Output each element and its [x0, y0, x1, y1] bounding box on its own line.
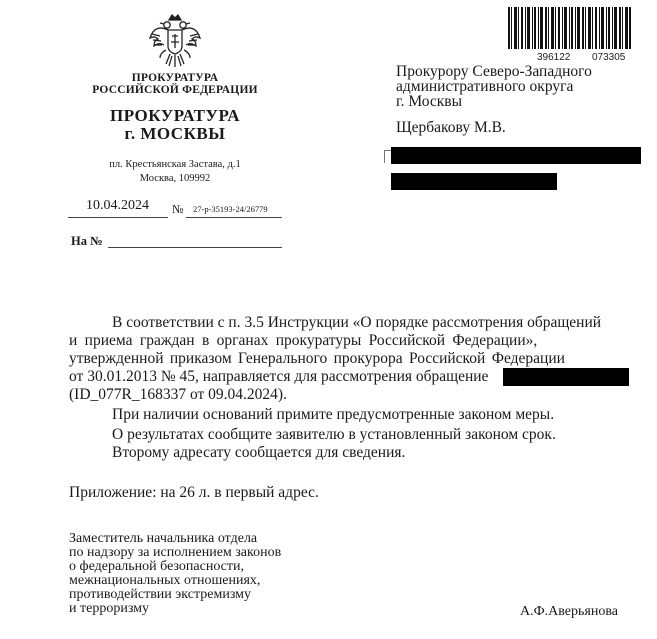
signatory-title-line3: о федеральной безопасности, — [69, 559, 244, 574]
sender-org-line1: ПРОКУРАТУРА — [131, 72, 219, 84]
signatory-title-line6: и терроризму — [69, 601, 150, 616]
barcode — [508, 7, 632, 49]
signatory-title-line1: Заместитель начальника отдела — [69, 531, 258, 546]
reply-to-underline — [108, 247, 282, 248]
body-paragraph1-line2: и приема граждан в органах прокуратуры Российской Федерации», — [69, 332, 538, 349]
addressee-line1: Прокурору Северо-Западного — [396, 63, 592, 80]
redacted-address-line1 — [391, 147, 641, 164]
coat-of-arms-icon — [146, 12, 204, 70]
barcode-number-right: 073305 — [592, 52, 626, 63]
attachment-note: Приложение: на 26 л. в первый адрес. — [69, 484, 319, 501]
addressee-line3: г. Москвы — [396, 93, 463, 110]
body-paragraph3: О результатах сообщите заявителю в установленный законом срок. — [112, 426, 556, 443]
body-paragraph1-line4: от 30.01.2013 № 45, направляется для рассмотрения обращение — [69, 368, 489, 385]
signatory-name: А.Ф.Аверьянова — [520, 604, 618, 619]
number-underline — [186, 217, 282, 218]
body-paragraph4: Второму адресату сообщается для сведения. — [112, 444, 406, 461]
body-paragraph2: При наличии оснований примите предусмотренные законом меры. — [112, 406, 555, 423]
number-sign: № — [172, 202, 184, 216]
body-paragraph1-line5: (ID_077R_168337 от 09.04.2024). — [69, 386, 287, 403]
reply-to-label: На № — [71, 234, 103, 248]
sender-address-line2: Москва, 109992 — [139, 173, 211, 184]
signatory-title-line2: по надзору за исполнением законов — [69, 545, 282, 560]
sender-address-line1: пл. Крестьянская Застава, д.1 — [109, 159, 241, 170]
sender-org-main1: ПРОКУРАТУРА — [110, 106, 240, 125]
document-date: 10.04.2024 — [86, 198, 149, 213]
body-paragraph1-line3: утвержденной приказом Генерального прокурора Российской Федерации — [69, 350, 565, 367]
addressee-name: Щербакову М.В. — [396, 119, 506, 136]
sender-org-line2: РОССИЙСКОЙ ФЕДЕРАЦИИ — [92, 84, 258, 96]
document-number: 27-р-35193-24/26779 — [193, 204, 268, 214]
sender-org-main2: г. МОСКВЫ — [124, 124, 226, 143]
signatory-title-line4: межнациональных отношениях, — [69, 573, 261, 588]
redacted-applicant-name — [503, 368, 629, 386]
barcode-number-left: 396122 — [537, 52, 571, 63]
signatory-title-line5: противодействии экстремизму — [69, 587, 252, 602]
body-paragraph1-line1: В соответствии с п. 3.5 Инструкции «О порядке рассмотрения обращений — [112, 314, 602, 331]
date-underline — [68, 217, 168, 218]
redacted-address-line2 — [391, 173, 557, 190]
addressee-line2: административного округа — [396, 78, 574, 95]
